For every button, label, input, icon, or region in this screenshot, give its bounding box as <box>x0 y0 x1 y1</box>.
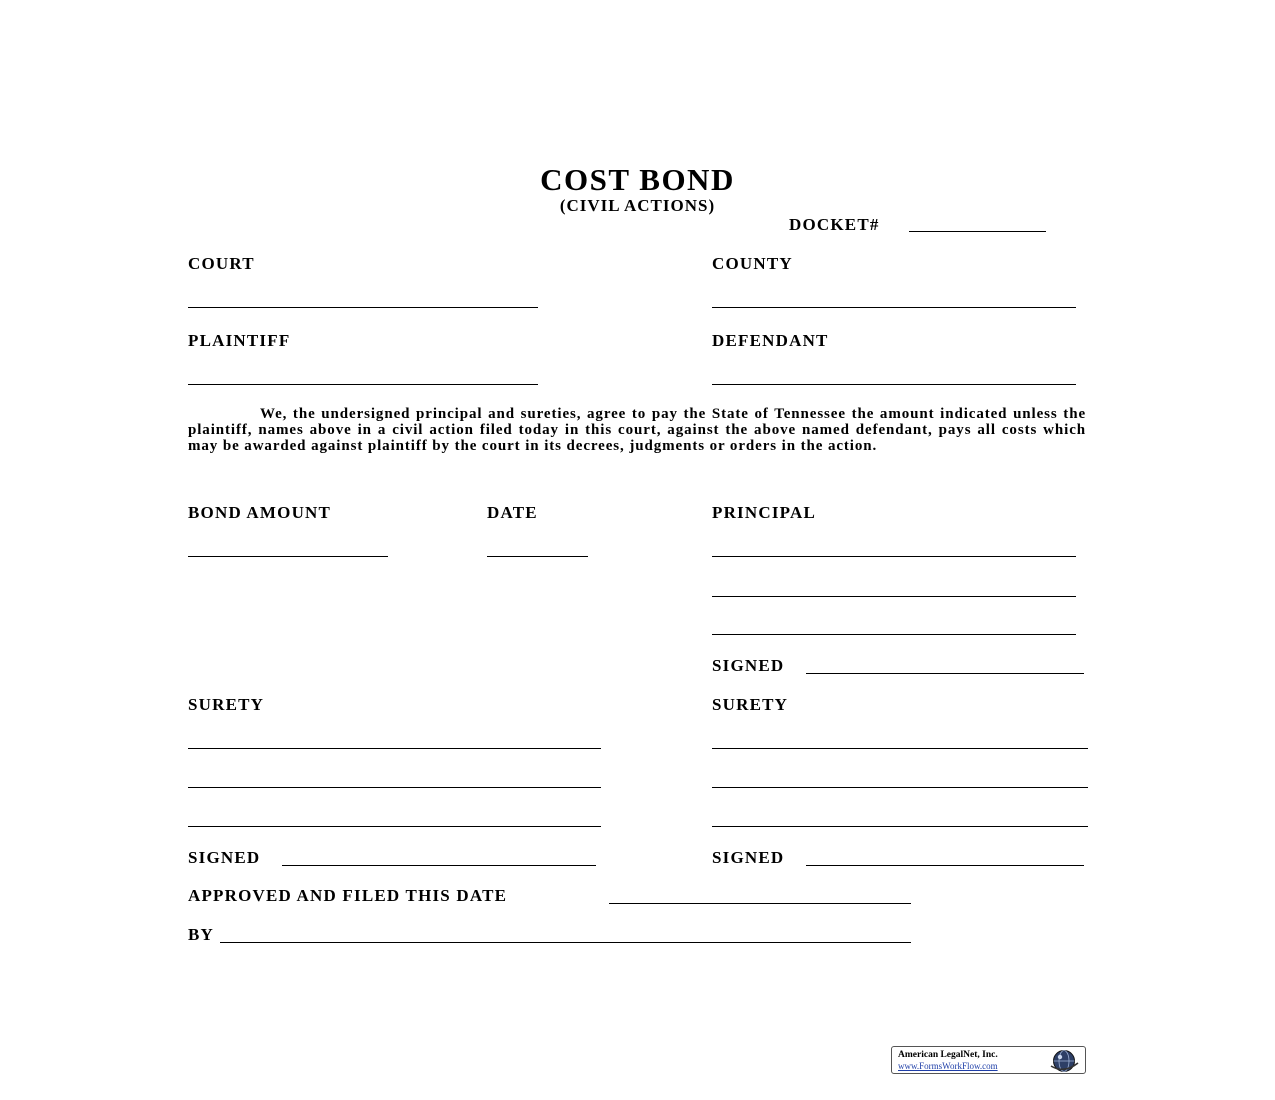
principal-line-1[interactable] <box>712 556 1076 557</box>
principal-signed-label: SIGNED <box>712 656 785 675</box>
publisher-logo <box>891 1046 1086 1074</box>
by-field[interactable] <box>220 942 911 943</box>
surety-right-signature-field[interactable] <box>806 865 1084 866</box>
court-field[interactable] <box>188 307 538 308</box>
court-label: COURT <box>188 254 255 273</box>
plaintiff-field[interactable] <box>188 384 538 385</box>
bond-amount-label: BOND AMOUNT <box>188 503 332 522</box>
date-label: DATE <box>487 503 538 522</box>
defendant-label: DEFENDANT <box>712 331 829 350</box>
form-title: COST BOND <box>540 162 735 197</box>
surety-left-signed-label: SIGNED <box>188 848 261 867</box>
publisher-url[interactable]: www.FormsWorkFlow.com <box>898 1061 998 1071</box>
surety-left-signature-field[interactable] <box>282 865 596 866</box>
surety-right-label: SURETY <box>712 695 789 714</box>
docket-label: DOCKET# <box>789 215 880 234</box>
surety-right-line-2[interactable] <box>712 787 1088 788</box>
surety-left-line-2[interactable] <box>188 787 601 788</box>
county-field[interactable] <box>712 307 1076 308</box>
globe-icon <box>1047 1049 1081 1073</box>
publisher-name: American LegalNet, Inc. <box>898 1050 998 1060</box>
surety-left-line-1[interactable] <box>188 748 601 749</box>
surety-right-line-3[interactable] <box>712 826 1088 827</box>
defendant-field[interactable] <box>712 384 1076 385</box>
docket-field[interactable] <box>909 231 1046 232</box>
principal-label: PRINCIPAL <box>712 503 816 522</box>
form-subtitle: (CIVIL ACTIONS) <box>559 196 716 215</box>
county-label: COUNTY <box>712 254 793 273</box>
principal-line-2[interactable] <box>712 596 1076 597</box>
surety-right-signed-label: SIGNED <box>712 848 785 867</box>
date-field[interactable] <box>487 556 588 557</box>
surety-left-line-3[interactable] <box>188 826 601 827</box>
agreement-paragraph: We, the undersigned principal and sureties, agree to pay the State of Tennessee the amount indicated unless the plaintiff, names above in a civil action filed today in this court, against the above named defendant, pays all costs which may be awarded against plaintiff by the court in its decrees, judgments or orders in the action. <box>188 406 1086 454</box>
principal-signature-field[interactable] <box>806 673 1084 674</box>
plaintiff-label: PLAINTIFF <box>188 331 291 350</box>
by-label: BY <box>188 925 215 944</box>
surety-left-label: SURETY <box>188 695 265 714</box>
approved-date-field[interactable] <box>609 903 911 904</box>
principal-line-3[interactable] <box>712 634 1076 635</box>
approved-label: APPROVED AND FILED THIS DATE <box>188 886 508 905</box>
bond-amount-field[interactable] <box>188 556 388 557</box>
surety-right-line-1[interactable] <box>712 748 1088 749</box>
